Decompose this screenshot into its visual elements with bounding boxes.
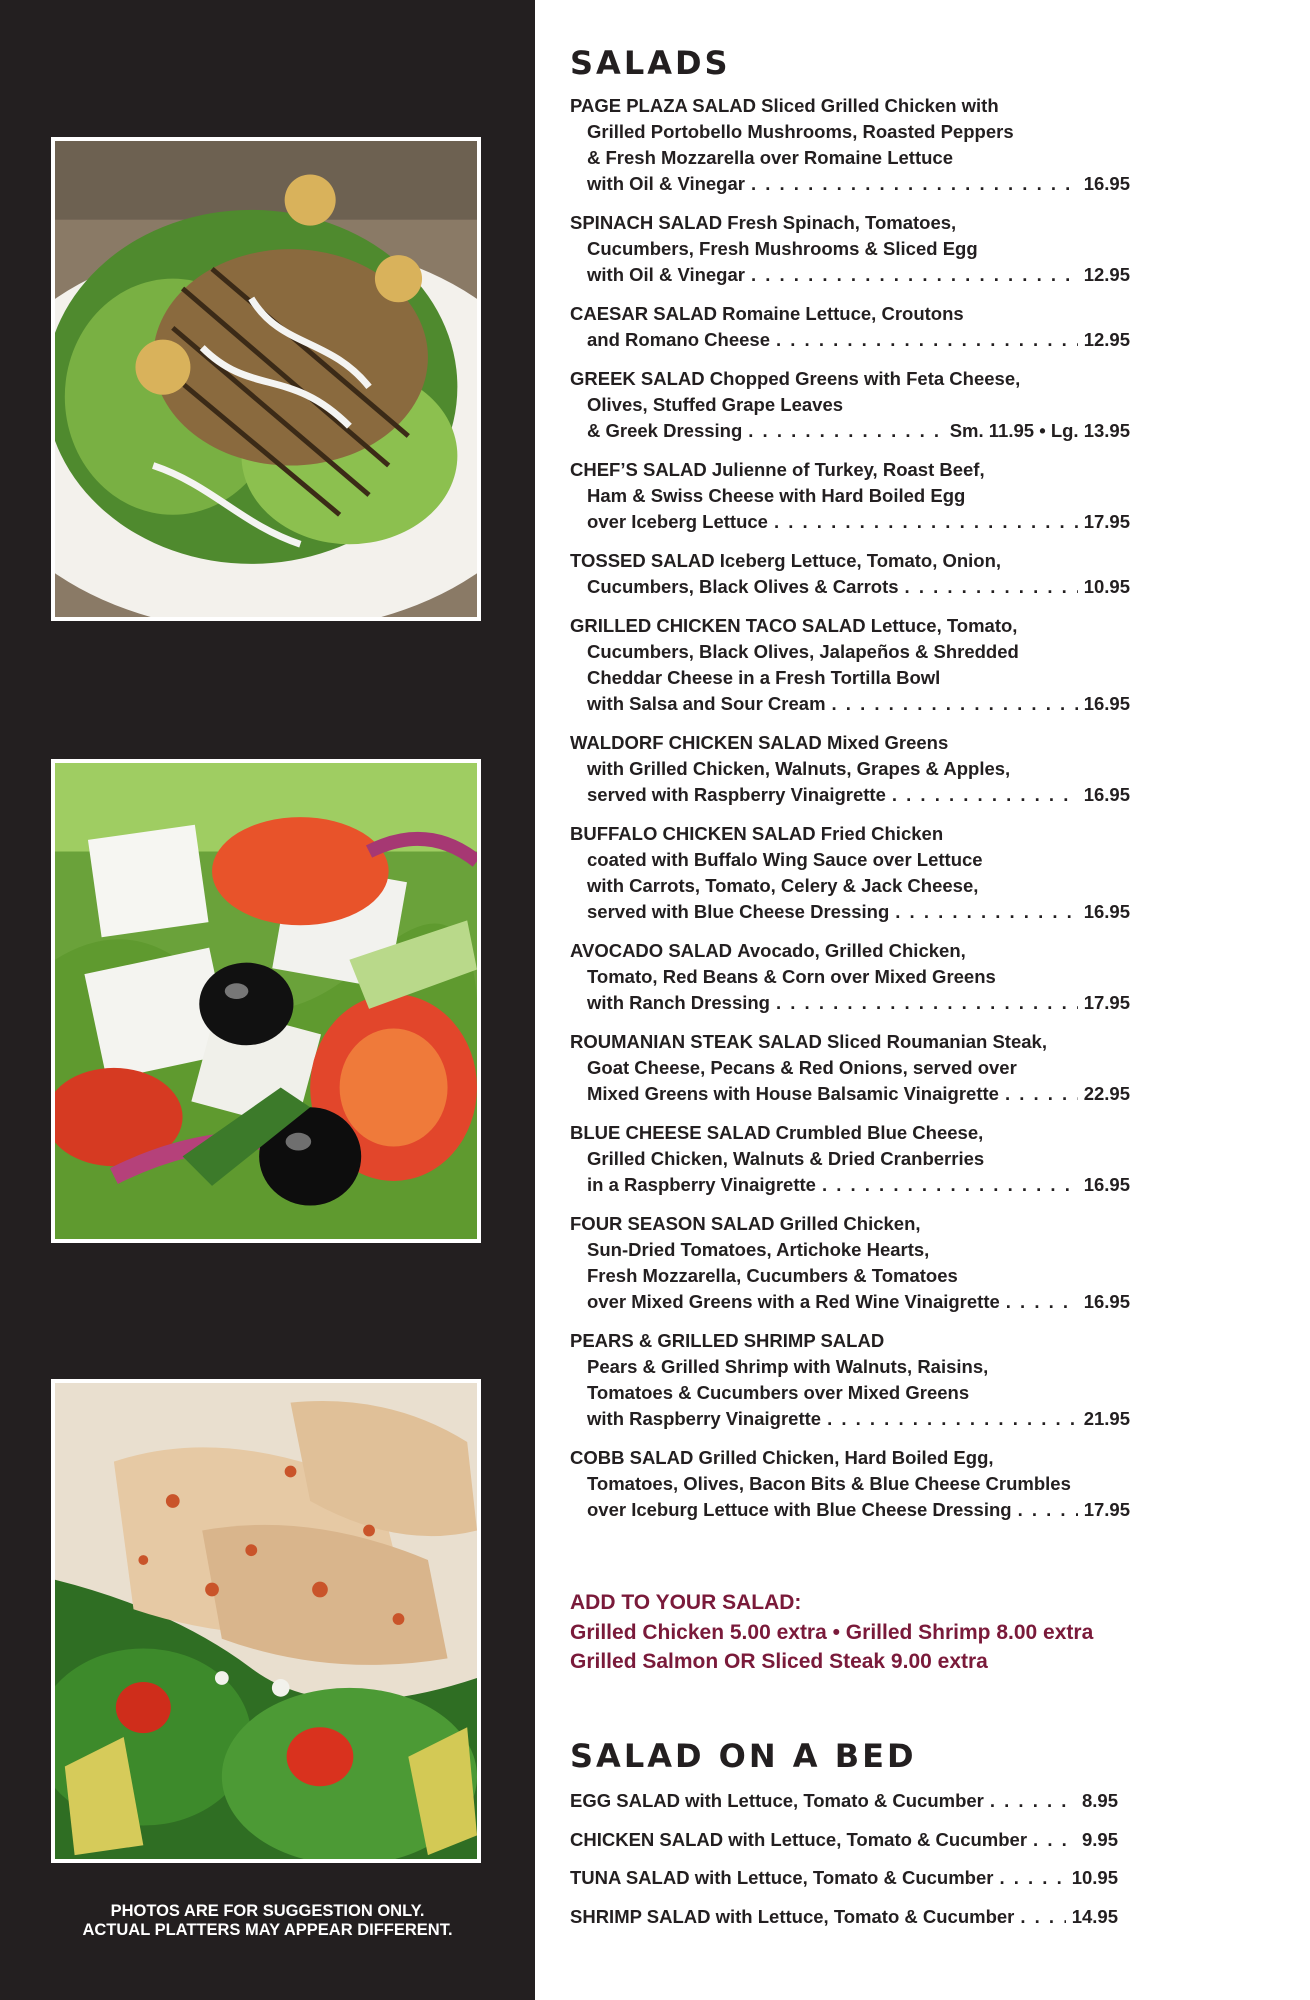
menu-item-description: Mixed Greens with House Balsamic Vinaigrette <box>587 1083 999 1104</box>
menu-item <box>570 210 1130 288</box>
dot-leader <box>1018 1497 1078 1523</box>
menu-item-description: Fresh Spinach, Tomatoes, <box>727 212 957 233</box>
menu-item <box>570 93 1130 197</box>
salads-heading: SALADS <box>570 44 731 82</box>
salad-on-a-bed-list <box>570 1782 1118 1936</box>
menu-item-name: SPINACH SALAD <box>570 212 723 233</box>
menu-item-first-line <box>570 457 1130 483</box>
menu-item-first-line <box>570 1328 1130 1354</box>
menu-item-name: FOUR SEASON SALAD <box>570 1213 775 1234</box>
dot-leader <box>748 418 943 444</box>
dot-leader <box>827 1406 1078 1432</box>
menu-item-name: GRILLED CHICKEN TACO SALAD <box>570 615 866 636</box>
menu-item <box>570 366 1130 444</box>
dot-leader <box>832 691 1078 717</box>
salad-on-a-bed-heading: SALAD ON A BED <box>570 1737 917 1775</box>
menu-item-price-line <box>570 262 1130 288</box>
salads-list <box>570 93 1130 1536</box>
menu-item-description: Sliced Grilled Chicken with <box>761 95 999 116</box>
bed-menu-item-name: EGG SALAD with Lettuce, Tomato & Cucumber <box>570 1790 984 1811</box>
menu-item-price: 16.95 <box>1083 173 1130 194</box>
menu-item-name: PAGE PLAZA SALAD <box>570 95 757 116</box>
menu-item-description: Fresh Mozzarella, Cucumbers & Tomatoes <box>587 1265 958 1286</box>
dot-leader <box>990 1782 1076 1821</box>
menu-item-description: Grilled Chicken, <box>779 1213 921 1234</box>
dot-leader <box>895 899 1077 925</box>
menu-item-price-line <box>570 1081 1130 1107</box>
add-to-salad-section <box>570 1588 1093 1676</box>
menu-item-description: Grilled Chicken, Walnuts & Dried Cranberries <box>587 1148 985 1169</box>
menu-item-price-line <box>570 574 1130 600</box>
menu-item-description: Sun-Dried Tomatoes, Artichoke Hearts, <box>587 1239 930 1260</box>
menu-item-price-line <box>570 1497 1130 1523</box>
dot-leader <box>776 990 1078 1016</box>
dot-leader <box>822 1172 1078 1198</box>
menu-item-name: ROUMANIAN STEAK SALAD <box>570 1031 822 1052</box>
menu-item-description: Grilled Chicken, Hard Boiled Egg, <box>698 1447 994 1468</box>
menu-item-price: 10.95 <box>1083 576 1130 597</box>
menu-item-first-line <box>570 210 1130 236</box>
menu-item <box>570 1211 1130 1315</box>
menu-item-description: Sliced Roumanian Steak, <box>826 1031 1047 1052</box>
cobb-salad-photo <box>51 1379 481 1863</box>
menu-item <box>570 1445 1130 1523</box>
menu-item-name: AVOCADO SALAD <box>570 940 733 961</box>
menu-item-price: 21.95 <box>1083 1408 1130 1429</box>
disclaimer-line-1: PHOTOS ARE FOR SUGGESTION ONLY. <box>110 1902 425 1920</box>
menu-item-description: Lettuce, Tomato, <box>870 615 1018 636</box>
menu-item-description: & Fresh Mozzarella over Romaine Lettuce <box>587 147 953 168</box>
menu-item-description: Fried Chicken <box>820 823 944 844</box>
menu-item-name: CHEF’S SALAD <box>570 459 707 480</box>
menu-item-price: 16.95 <box>1083 1174 1130 1195</box>
caesar-salad-photo <box>51 137 481 621</box>
dot-leader <box>1005 1081 1078 1107</box>
menu-item-description: with Oil & Vinegar <box>587 264 745 285</box>
bed-menu-item <box>570 1821 1118 1860</box>
photo-sidebar <box>0 0 535 2000</box>
dot-leader <box>1033 1821 1076 1860</box>
menu-item-description: Ham & Swiss Cheese with Hard Boiled Egg <box>587 485 966 506</box>
menu-item-description: Pears & Grilled Shrimp with Walnuts, Raisins, <box>587 1356 989 1377</box>
menu-item-description: coated with Buffalo Wing Sauce over Lettuce <box>587 849 983 870</box>
menu-item-price-line <box>570 509 1130 535</box>
menu-item <box>570 457 1130 535</box>
menu-item-name: COBB SALAD <box>570 1447 694 1468</box>
menu-item-price-line <box>570 782 1130 808</box>
menu-item-description: Cheddar Cheese in a Fresh Tortilla Bowl <box>587 667 941 688</box>
add-to-salad-heading: ADD TO YOUR SALAD: <box>570 1591 802 1614</box>
menu-item-price: 16.95 <box>1083 784 1130 805</box>
menu-item-price: 12.95 <box>1083 329 1130 350</box>
menu-item-price-line <box>570 1172 1130 1198</box>
menu-item-description: & Greek Dressing <box>587 420 743 441</box>
menu-item-name: CAESAR SALAD <box>570 303 717 324</box>
menu-item-description: Cucumbers, Black Olives, Jalapeños & Shredded <box>587 641 1019 662</box>
menu-item-price: 17.95 <box>1083 511 1130 532</box>
bed-menu-item <box>570 1782 1118 1821</box>
menu-item <box>570 613 1130 717</box>
menu-item-name: PEARS & GRILLED SHRIMP SALAD <box>570 1330 885 1351</box>
menu-item-description: with Grilled Chicken, Walnuts, Grapes & Apples, <box>587 758 1011 779</box>
menu-item-price-line <box>570 1406 1130 1432</box>
menu-item-description: Avocado, Grilled Chicken, <box>737 940 966 961</box>
bed-menu-item <box>570 1859 1118 1898</box>
menu-item-first-line <box>570 821 1130 847</box>
menu-item-description: Iceberg Lettuce, Tomato, Onion, <box>719 550 1002 571</box>
photo-disclaimer <box>30 1902 505 1940</box>
bed-menu-item <box>570 1898 1118 1937</box>
menu-item <box>570 821 1130 925</box>
menu-item-price: 12.95 <box>1083 264 1130 285</box>
menu-item-first-line <box>570 1445 1130 1471</box>
menu-item-first-line <box>570 1120 1130 1146</box>
menu-item-description: over Mixed Greens with a Red Wine Vinaigrette <box>587 1291 1000 1312</box>
greek-salad-photo <box>51 759 481 1243</box>
bed-menu-item-price: 8.95 <box>1081 1790 1118 1811</box>
menu-item-price-line <box>570 899 1130 925</box>
menu-item-price: 17.95 <box>1083 1499 1130 1520</box>
menu-item-price-line <box>570 171 1130 197</box>
menu-item <box>570 301 1130 353</box>
bed-menu-item-price: 9.95 <box>1081 1828 1118 1850</box>
menu-item-description: Cucumbers, Fresh Mushrooms & Sliced Egg <box>587 238 978 259</box>
menu-item <box>570 548 1130 600</box>
dot-leader <box>751 262 1078 288</box>
menu-item-first-line <box>570 1029 1130 1055</box>
menu-item-description: with Ranch Dressing <box>587 992 770 1013</box>
menu-item-name: GREEK SALAD <box>570 368 705 389</box>
menu-item-first-line <box>570 301 1130 327</box>
dot-leader <box>999 1859 1065 1898</box>
menu-item-description: with Raspberry Vinaigrette <box>587 1408 822 1429</box>
menu-item-description: served with Raspberry Vinaigrette <box>587 784 886 805</box>
menu-item <box>570 1328 1130 1432</box>
menu-item <box>570 938 1130 1016</box>
bed-menu-item-name: TUNA SALAD with Lettuce, Tomato & Cucumber <box>570 1867 994 1888</box>
add-to-salad-options-2: Grilled Salmon OR Sliced Steak 9.00 extra <box>570 1650 988 1673</box>
menu-item-first-line <box>570 93 1130 119</box>
menu-item <box>570 1120 1130 1198</box>
menu-item-price: 16.95 <box>1083 901 1130 922</box>
menu-item-price: Sm. 11.95 • Lg. 13.95 <box>949 420 1130 441</box>
disclaimer-line-2: ACTUAL PLATTERS MAY APPEAR DIFFERENT. <box>82 1921 453 1939</box>
dot-leader <box>892 782 1078 808</box>
menu-item-price-line <box>570 327 1130 353</box>
menu-item-name: WALDORF CHICKEN SALAD <box>570 732 822 753</box>
menu-item-name: BLUE CHEESE SALAD <box>570 1122 771 1143</box>
menu-item-description: Goat Cheese, Pecans & Red Onions, served over <box>587 1057 1017 1078</box>
bed-menu-item-price: 10.95 <box>1071 1867 1118 1888</box>
menu-item-description: Chopped Greens with Feta Cheese, <box>709 368 1021 389</box>
menu-item-name: BUFFALO CHICKEN SALAD <box>570 823 816 844</box>
menu-item-description: Cucumbers, Black Olives & Carrots <box>587 576 899 597</box>
menu-item-description: with Carrots, Tomato, Celery & Jack Cheese, <box>587 875 979 896</box>
menu-item-first-line <box>570 613 1130 639</box>
menu-item-description: Julienne of Turkey, Roast Beef, <box>711 459 985 480</box>
menu-item-first-line <box>570 1211 1130 1237</box>
menu-item-first-line <box>570 548 1130 574</box>
menu-item-description: Romaine Lettuce, Croutons <box>722 303 964 324</box>
menu-item <box>570 1029 1130 1107</box>
dot-leader <box>905 574 1078 600</box>
menu-item-price: 16.95 <box>1083 693 1130 714</box>
menu-item-description: Grilled Portobello Mushrooms, Roasted Peppers <box>587 121 1014 142</box>
menu-item <box>570 730 1130 808</box>
menu-item-price-line <box>570 1289 1130 1315</box>
menu-item-description: Tomatoes, Olives, Bacon Bits & Blue Cheese Crumbles <box>587 1473 1071 1494</box>
menu-item-description: Mixed Greens <box>826 732 949 753</box>
bed-menu-item-name: CHICKEN SALAD with Lettuce, Tomato & Cucumber <box>570 1828 1028 1850</box>
menu-item-price-line <box>570 691 1130 717</box>
menu-item-description: Tomato, Red Beans & Corn over Mixed Greens <box>587 966 996 987</box>
menu-item-description: Crumbled Blue Cheese, <box>775 1122 984 1143</box>
dot-leader <box>776 327 1078 353</box>
menu-item-description: with Oil & Vinegar <box>587 173 745 194</box>
menu-item-price: 22.95 <box>1083 1083 1130 1104</box>
menu-item-name: TOSSED SALAD <box>570 550 715 571</box>
menu-item-price: 17.95 <box>1083 992 1130 1013</box>
dot-leader <box>774 509 1078 535</box>
menu-item-description: Tomatoes & Cucumbers over Mixed Greens <box>587 1382 970 1403</box>
add-to-salad-options-1: Grilled Chicken 5.00 extra • Grilled Shrimp 8.00 extra <box>570 1621 1094 1644</box>
bed-menu-item-name: SHRIMP SALAD with Lettuce, Tomato & Cucumber <box>570 1905 1015 1927</box>
bed-menu-item-price: 14.95 <box>1071 1905 1118 1927</box>
menu-item-first-line <box>570 730 1130 756</box>
dot-leader <box>751 171 1078 197</box>
menu-item-description: Olives, Stuffed Grape Leaves <box>587 394 844 415</box>
menu-item-first-line <box>570 366 1130 392</box>
menu-item-price-line <box>570 990 1130 1016</box>
menu-item-description: in a Raspberry Vinaigrette <box>587 1174 816 1195</box>
menu-item-description: over Iceberg Lettuce <box>587 511 768 532</box>
menu-item-description: and Romano Cheese <box>587 329 770 350</box>
menu-item-description: served with Blue Cheese Dressing <box>587 901 890 922</box>
menu-item-first-line <box>570 938 1130 964</box>
dot-leader <box>1020 1898 1065 1937</box>
menu-item-price: 16.95 <box>1083 1291 1130 1312</box>
menu-item-description: over Iceburg Lettuce with Blue Cheese Dressing <box>587 1499 1012 1520</box>
menu-item-description: with Salsa and Sour Cream <box>587 693 826 714</box>
menu-item-price-line <box>570 418 1130 444</box>
dot-leader <box>1006 1289 1078 1315</box>
